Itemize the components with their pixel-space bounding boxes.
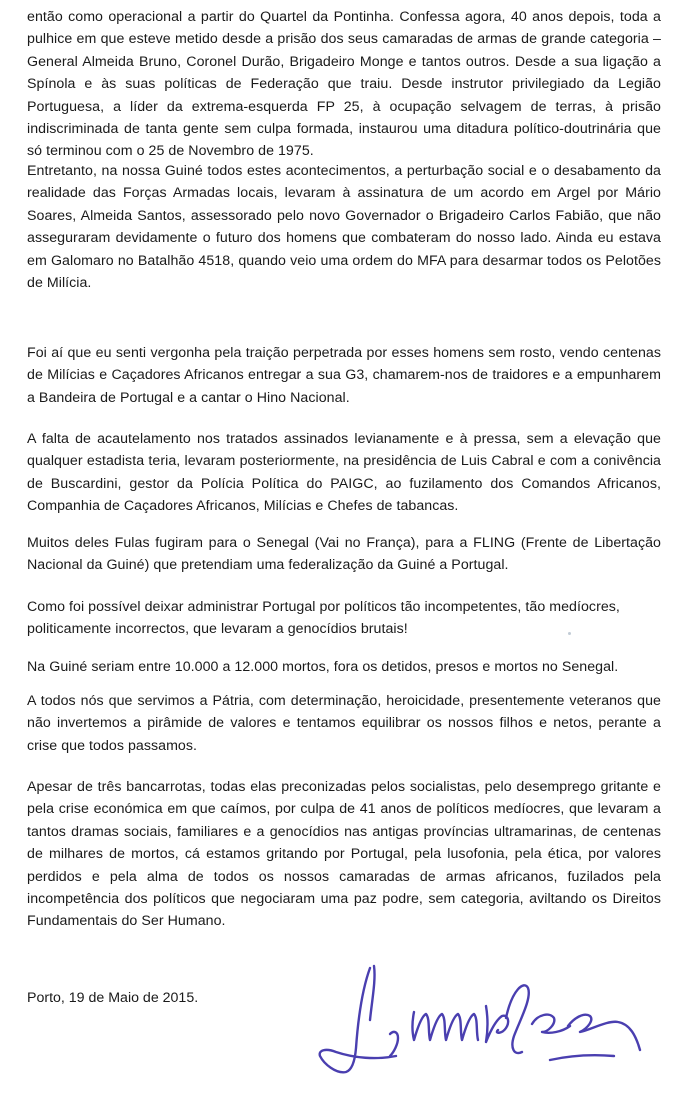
scan-speck — [568, 632, 571, 635]
paragraph-9: Apesar de três bancarrotas, todas elas preconizadas pelos socialistas, pelo desemprego gritante e pela crise económica em que caímos, por culpa de 41 anos de políticos medíocres, que levaram a tantos dramas sociais, familiares e a genocídios nas antigas províncias ultramarinas, de centenas de milhares de mortos, cá estamos gritando por Portugal, pela lusofonia, pela ética, por valores perdidos e pela alma de todos os nossos camaradas de armas africanos, fuzilados pela incompetência dos políticos que negociaram uma paz podre, sem categoria, aviltando os Direitos Fundamentais do Ser Humano. — [27, 779, 661, 930]
paragraph-4: A falta de acautelamento nos tratados assinados levianamente e à pressa, sem a elevação que qualquer estadista teria, levaram posteriormente, na presidência de Luis Cabral e com a conivência de Buscardini, gestor da Polícia Política do PAIGC, ao fuzilamento dos Comandos Africanos, Companhia de Caçadores Africanos, Milícias e Chefes de tabancas. — [27, 431, 661, 515]
paragraph-3: Foi aí que eu senti vergonha pela traição perpetrada por esses homens sem rosto, vendo centenas de Milícias e Caçadores Africanos entregar a sua G3, chamarem-nos de traidores e a empunharem a Bandeira de Portugal e a cantar o Hino Nacional. — [27, 345, 661, 406]
handwritten-signature — [318, 960, 653, 1080]
paragraph-8: A todos nós que servimos a Pátria, com determinação, heroicidade, presentemente veteranos que não invertemos a pirâmide de valores e tentamos equilibrar os nossos filhos e netos, perante a crise que todos passamos. — [27, 693, 661, 754]
paragraph-7: Na Guiné seriam entre 10.000 a 12.000 mortos, fora os detidos, presos e mortos no Senegal. — [27, 659, 619, 675]
paragraph-2: Entretanto, na nossa Guiné todos estes acontecimentos, a perturbação social e o desabamento da realidade das Forças Armadas locais, levaram à assinatura de um acordo em Argel por Mário Soares, Almeida Santos, assessorado pelo novo Governador o Brigadeiro Carlos Fabião, que não asseguraram devidamente o futuro dos homens que combateram do nosso lado. Ainda eu estava em Galomaro no Batalhão 4518, quando veio uma ordem do MFA para desarmar todos os Pelotões de Milícia. — [27, 163, 661, 292]
paragraph-5: Muitos deles Fulas fugiram para o Senegal (Vai no França), para a FLING (Frente de Libertação Nacional da Guiné) que pretendiam uma federalização da Guiné a Portugal. — [27, 535, 661, 574]
place-date: Porto, 19 de Maio de 2015. — [27, 990, 199, 1006]
paragraph-1: então como operacional a partir do Quartel da Pontinha. Confessa agora, 40 anos depois, toda a pulhice em que esteve metido desde a prisão dos seus camaradas de armas de grande categoria – General Almeida Bruno, Coronel Durão, Brigadeiro Monge e tantos outros. Desde a sua ligação a Spínola e às suas políticas de Federação que traiu. Desde instrutor privilegiado da Legião Portuguesa, a líder da extrema-esquerda FP 25, à ocupação selvagem de terras, à prisão indiscriminada de tanta gente sem culpa formada, instaurou uma ditadura político-doutrinária que só terminou com o 25 de Novembro de 1975. — [27, 9, 661, 160]
paragraph-6: Como foi possível deixar administrar Portugal por políticos tão incompetentes, tão medíocres, politicamente incorrectos, que levaram a genocídios brutais! — [27, 599, 620, 638]
